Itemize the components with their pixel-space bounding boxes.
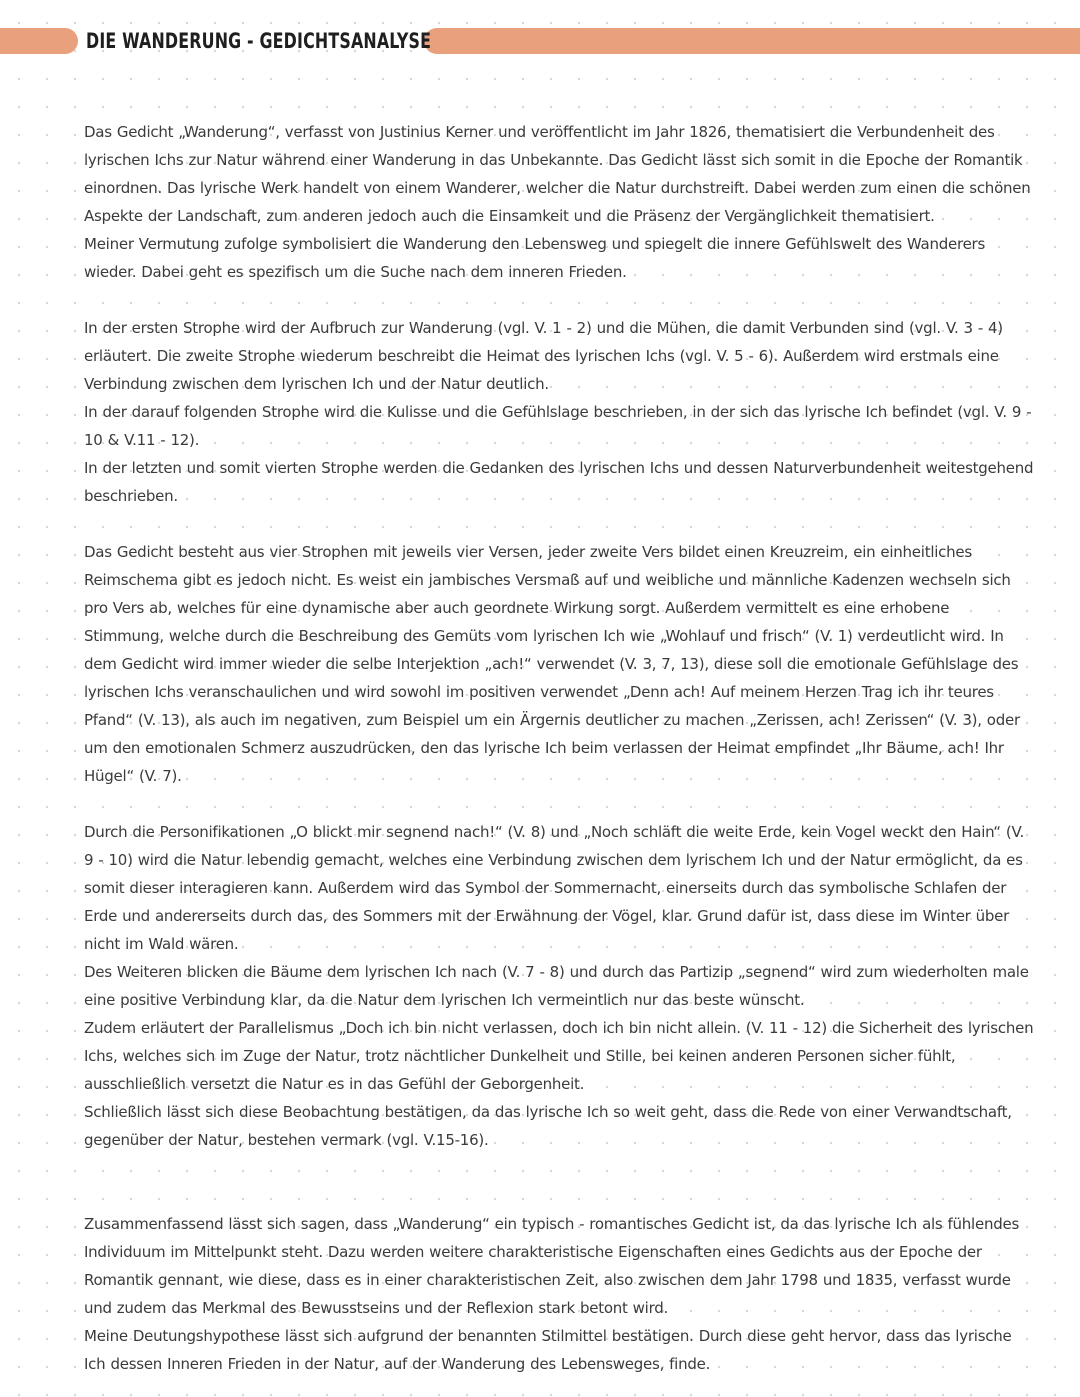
- paragraph-spacer: [84, 286, 1034, 314]
- content-paragraph-strophe-1-2: In der ersten Strophe wird der Aufbruch zur Wanderung (vgl. V. 1 - 2) und die Mühen, die damit Verbunden sind (vgl. V. 3 - 4) erläutert. Die zweite Strophe wiederum beschreibt die Heimat des lyrischen Ichs (vgl. V. 5 - 6). Außerdem wird erstmals eine Verbindung zwischen dem lyrischen Ich und der Natur deutlich.: [84, 319, 1003, 393]
- intro-paragraph: Das Gedicht „Wanderung“, verfasst von Justinius Kerner und veröffentlicht im Jahr 1826, thematisiert die Verbundenheit des lyrischen Ichs zur Natur während einer Wanderung in das Unbekannte. Das Gedicht lässt sich somit in die Epoche der Romantik einordnen. Das lyrische Werk handelt von einem Wanderer, welcher die Natur durchstreift. Dabei werden zum einen die schönen Aspekte der Landschaft, zum anderen jedoch auch die Einsamkeit und die Präsenz der Vergänglichkeit thematisiert.: [84, 123, 1031, 225]
- paragraph-spacer: [84, 1154, 1034, 1210]
- content-paragraph-strophe-3: In der darauf folgenden Strophe wird die Kulisse und die Gefühlslage beschrieben, in der sich das lyrische Ich befindet (vgl. V. 9 - 10 & V.11 - 12).: [84, 403, 1032, 449]
- stylistic-analysis-paragraph: Durch die Personifikationen „O blickt mir segnend nach!“ (V. 8) und „Noch schläft die weite Erde, kein Vogel weckt den Hain“ (V. 9 - 10) wird die Natur lebendig gemacht, welches eine Verbindung zwischen dem lyrischem Ich und der Natur ermöglicht, da es somit dieser interagieren kann. Außerdem wird das Symbol der Sommernacht, einerseits durch das symbolische Schlafen der Erde und andererseits durch das, des Sommers mit der Erwähnung der Vögel, klar. Grund dafür ist, dass diese im Winter über nicht im Wald wären.: [84, 823, 1025, 953]
- title-accent-left: [0, 28, 78, 54]
- title-accent-right: [424, 28, 1080, 54]
- hypothesis-paragraph: Meiner Vermutung zufolge symbolisiert die Wanderung den Lebensweg und spiegelt die innere Gefühlswelt des Wanderers wieder. Dabei geht es spezifisch um die Suche nach dem inneren Frieden.: [84, 235, 986, 281]
- stylistic-analysis-paragraph-2: Des Weiteren blicken die Bäume dem lyrischen Ich nach (V. 7 - 8) und durch das Partizip „segnend“ wird zum wiederholten male eine positive Verbindung klar, da die Natur dem lyrischen Ich vermeintlich nur das beste wünscht.: [84, 963, 1029, 1009]
- summary-paragraph: Zusammenfassend lässt sich sagen, dass „Wanderung“ ein typisch - romantisches Gedicht ist, da das lyrische Ich als fühlendes Individuum im Mittelpunkt steht. Dazu werden weitere charakteristische Eigenschaften eines Gedichts aus der Epoche der Romantik gennant, wie diese, dass es in einer charakteristischen Zeit, also zwischen dem Jahr 1798 und 1835, verfasst wurde und zudem das Merkmal des Bewusstseins und der Reflexion stark betont wird.: [84, 1215, 1020, 1317]
- document-body: [84, 118, 1034, 1378]
- paragraph-spacer: [84, 510, 1034, 538]
- final-hypothesis-paragraph: Meine Deutungshypothese lässt sich aufgrund der benannten Stilmittel bestätigen. Durch diese geht hervor, dass das lyrische Ich dessen Inneren Frieden in der Natur, auf der Wanderung des Lebensweges, finde.: [84, 1327, 1012, 1373]
- content-paragraph-strophe-4: In der letzten und somit vierten Strophe werden die Gedanken des lyrischen Ichs und dessen Naturverbundenheit weitestgehend beschrieben.: [84, 459, 1034, 505]
- parallelism-paragraph: Zudem erläutert der Parallelismus „Doch ich bin nicht verlassen, doch ich bin nicht allein. (V. 11 - 12) die Sicherheit des lyrischen Ichs, welches sich im Zuge der Natur, trotz nächtlicher Dunkelheit und Stille, bei keinen anderen Personen sicher fühlt, ausschließlich versetzt die Natur es in das Gefühl der Geborgenheit.: [84, 1019, 1034, 1093]
- page-title: DIE WANDERUNG - GEDICHTSANALYSE: [86, 29, 432, 53]
- conclusion-observation-paragraph: Schließlich lässt sich diese Beobachtung bestätigen, da das lyrische Ich so weit geht, dass die Rede von einer Verwandtschaft, gegenüber der Natur, bestehen vermark (vgl. V.15-16).: [84, 1103, 1012, 1149]
- title-bar: [0, 27, 1080, 55]
- form-analysis-paragraph: Das Gedicht besteht aus vier Strophen mit jeweils vier Versen, jeder zweite Vers bildet einen Kreuzreim, ein einheitliches Reimschema gibt es jedoch nicht. Es weist ein jambisches Versmaß auf und weibliche und männliche Kadenzen wechseln sich pro Vers ab, welches für eine dynamische aber auch geordnete Wirkung sorgt. Außerdem vermittelt es eine erhobene Stimmung, welche durch die Beschreibung des Gemüts vom lyrischen Ich wie „Wohlauf und frisch“ (V. 1) verdeutlicht wird. In dem Gedicht wird immer wieder die selbe Interjektion „ach!“ verwendet (V. 3, 7, 13), diese soll die emotionale Gefühlslage des lyrischen Ichs veranschaulichen und wird sowohl im positiven verwendet „Denn ach! Auf meinem Herzen Trag ich ihr teures Pfand“ (V. 13), als auch im negativen, zum Beispiel um ein Ärgernis deutlicher zu machen „Zerissen, ach! Zerissen“ (V. 3), oder um den emotionalen Schmerz auszudrücken, den das lyrische Ich beim verlassen der Heimat empfindet „Ihr Bäume, ach! Ihr Hügel“ (V. 7).: [84, 543, 1020, 785]
- paragraph-spacer: [84, 790, 1034, 818]
